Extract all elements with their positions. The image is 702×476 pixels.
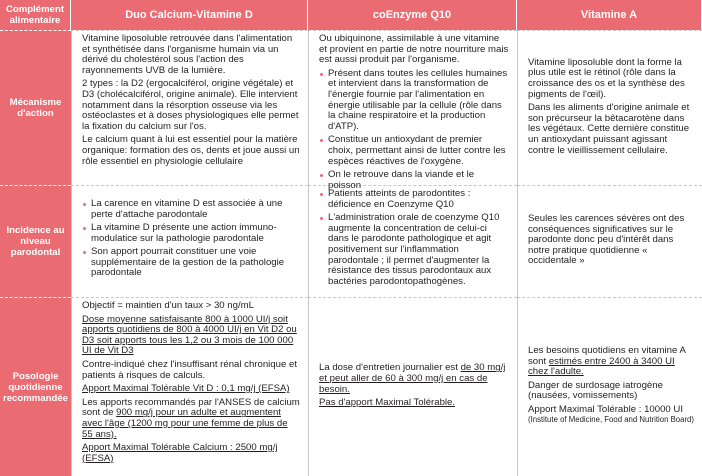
list-item: Patients atteints de parodontites : déficience en Coenzyme Q10 xyxy=(328,189,509,210)
row-label-dosage: Posologie quotidienne recommandée xyxy=(0,297,71,476)
text: Apport Maximal Tolérable Calcium : 2500 mg/j (EFSA) xyxy=(82,442,278,464)
text: Le calcium quant à lui est essentiel pour la matière organique: formation des os, dents et joue aussi un rôle essentiel en physiologie cellulaire xyxy=(82,134,300,167)
cell-dosage-q10 xyxy=(308,297,517,476)
header-complement: Complément alimentaire xyxy=(0,0,71,30)
cell-mechanism-vitamin-d xyxy=(71,30,308,185)
text xyxy=(528,405,694,426)
cell-mechanism-vitamin-a xyxy=(517,30,702,185)
text: Les besoins quotidiens en vitamine A sont xyxy=(528,344,686,367)
text: Vitamine liposoluble retrouvée dans l'alimentation et synthétisée dans l'organisme humain via un dérivé du cholestérol sous l'action des rayonnements UVB de la lumière. xyxy=(82,33,293,76)
list-item: On le retrouve dans la viande et le poisson xyxy=(328,170,509,191)
bullet-list xyxy=(82,199,300,282)
list-item: Présent dans toutes les cellules humaines et intervient dans la transformation de l'énergie fournie par l'alimentation en énergie utilisable par la cellule (rôle dans la chaine respiratoire et la production d'ATP). xyxy=(328,67,508,132)
citation: (Institute of Medicine, Food and Nutrition Board) xyxy=(528,415,694,425)
cell-mechanism-q10 xyxy=(308,30,517,191)
text: Apport Maximal Tolérable Vit D : 0,1 mg/j (EFSA) xyxy=(82,383,290,395)
list-item: La vitamine D présente une action immuno-modulatice sur la pathologie parodontale xyxy=(91,223,300,244)
text xyxy=(528,346,694,378)
cell-dosage-vitamin-a xyxy=(517,297,702,476)
text: Danger de surdosage iatrogène (nausées, vomissements) xyxy=(528,379,663,402)
text: Contre-indiqué chez l'insuffisant rénal chronique et patients à risques de calculs. xyxy=(82,358,297,381)
text: 2 types : la D2 (ergocalciférol, origine végétale) et D3 (cholécalciférol, origine animale). Elle intervient notamment dans la résorption osseuse via les ostéoclastes et à doses physiologiques elle permet la fixation du calcium sur l'os. xyxy=(82,78,299,132)
header-calcium-vitamin-d: Duo Calcium-Vitamine D xyxy=(71,0,308,30)
text xyxy=(82,398,300,440)
text: Dans les aliments d'origine animale et son précurseur la bêtacarotène dans les végétaux. Cette dernière constitue un antioxydant puissant agissant contre le vieillissement cellulaire. xyxy=(528,102,690,156)
text: Ou ubiquinone, assimilable à une vitamine et provient en partie de notre nourriture mais est aussi produit par l'organisme. xyxy=(319,33,509,66)
row-label-periodontal: Incidence au niveau parodontal xyxy=(0,185,71,297)
list-item: L'administration orale de coenzyme Q10 augmente la concentration de celui-ci dans le parodonte pathologique et agit positivement sur l'inflammation parodontale ; il permet d'augmenter la résistance des tissus parodontaux aux bactéries parodontopathogènes. xyxy=(328,213,509,287)
cell-periodontal-vitamin-a xyxy=(517,185,702,297)
text xyxy=(319,363,509,395)
cell-dosage-vitamin-d xyxy=(71,297,308,476)
text: Objectif = maintien d'un taux > 30 ng/mL xyxy=(82,300,254,311)
text: de 30 mg/j et peut aller de 60 à 300 mg/j en cas de besoin. xyxy=(319,362,506,395)
cell-periodontal-q10 xyxy=(308,185,517,297)
text: Seules les carences sévères ont des conséquences significatives sur le parodonte donc peu d'intérêt dans notre pratique quotidienne « occidentale » xyxy=(528,213,685,267)
text: Dose moyenne satisfaisante 800 à 1000 UI/j soit apports quotidiens de 800 à 4000 UI/j en Vit D2 ou D3 soit apports tous les 1,2 ou 3 mois de 100 000 UI de Vit D3 xyxy=(82,313,297,357)
text: Vitamine liposoluble dont la forme la plus utile est le rétinol (rôle dans la croissance des os et la synthèse des pigments de l'œil). xyxy=(528,56,685,100)
text: Pas d'apport Maximal Tolérable. xyxy=(319,397,456,409)
bullet-list xyxy=(319,189,509,287)
header-vitamin-a: Vitamine A xyxy=(517,0,702,30)
list-item: Son apport pourrait constituer une voie supplémentaire de la gestion de la pathologie parodontale xyxy=(91,247,300,279)
header-coenzyme-q10: coEnzyme Q10 xyxy=(308,0,517,30)
text: La dose d'entretien journalier est xyxy=(319,362,461,374)
text: 900 mg/j pour un adulte et augmentent avec l'âge (1200 mg pour une femme de plus de 55 ans). xyxy=(82,407,288,440)
row-label-mechanism: Mécanisme d'action xyxy=(0,30,71,185)
text: Apport Maximal Tolérable : 10000 UI xyxy=(528,403,684,415)
list-item: La carence en vitamine D est associée à une perte d'attache parodontale xyxy=(91,199,300,220)
bullet-list xyxy=(319,69,509,192)
text: estimés entre 2400 à 3400 UI chez l'adulte. xyxy=(528,355,675,378)
list-item: Constitue un antioxydant de premier choix, permettant ainsi de lutter contre les espèces réactives de l'oxygène. xyxy=(328,135,509,167)
text: Les apports recommandés par l'ANSES de calcium sont de xyxy=(82,396,300,419)
cell-periodontal-vitamin-d xyxy=(71,185,308,297)
